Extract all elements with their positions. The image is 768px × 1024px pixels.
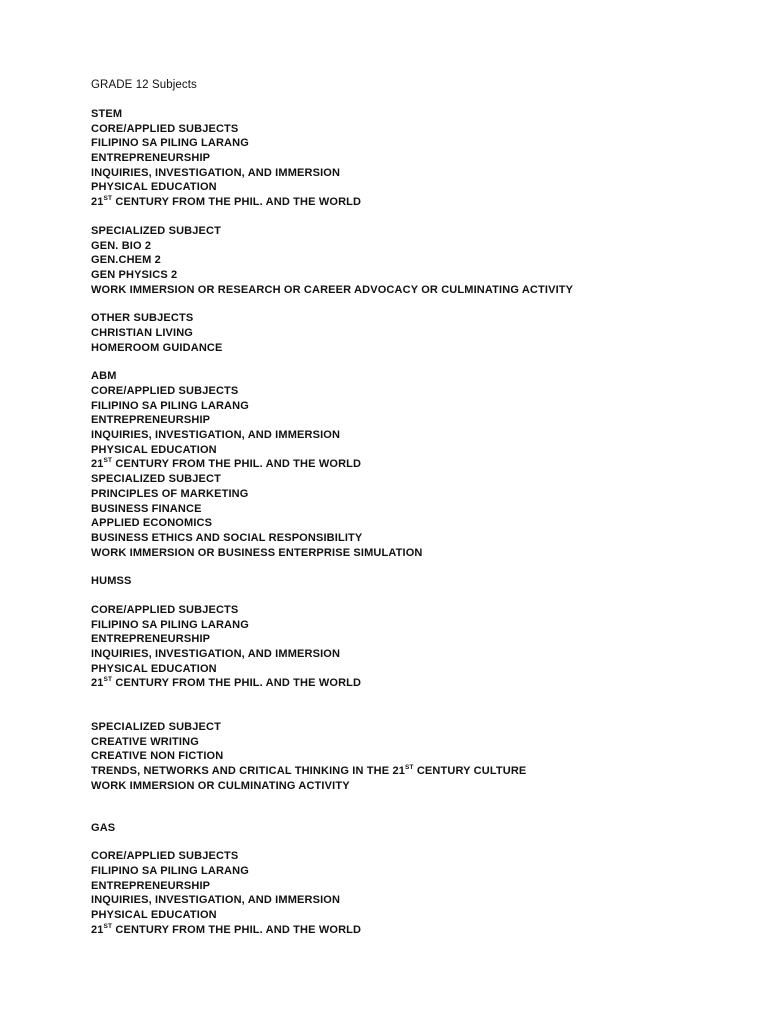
core-heading: CORE/APPLIED SUBJECTS	[91, 122, 239, 135]
subject-item: BUSINESS ETHICS AND SOCIAL RESPONSIBILITY	[91, 531, 363, 544]
track-heading: GAS	[91, 821, 116, 834]
subject-item: APPLIED ECONOMICS	[91, 517, 213, 530]
spacer	[91, 210, 731, 224]
spacer	[91, 589, 731, 603]
specialized-heading: SPECIALIZED SUBJECT	[91, 473, 221, 486]
spacer	[91, 794, 731, 821]
subject-item-21st-century: 21ST CENTURY FROM THE PHIL. AND THE WORLD	[91, 922, 362, 936]
subject-item: INQUIRIES, INVESTIGATION, AND IMMERSION	[91, 429, 341, 442]
document-title: GRADE 12 Subjects	[91, 79, 197, 91]
section-gas	[91, 821, 731, 938]
section-abm	[91, 369, 731, 560]
subject-item: ENTREPRENEURSHIP	[91, 633, 211, 646]
subject-item: ENTREPRENEURSHIP	[91, 879, 211, 892]
subject-item: PHYSICAL EDUCATION	[91, 662, 217, 675]
specialized-heading: SPECIALIZED SUBJECT	[91, 721, 221, 734]
specialized-heading: SPECIALIZED SUBJECT	[91, 224, 221, 237]
section-stem	[91, 107, 731, 355]
subject-item: CHRISTIAN LIVING	[91, 326, 194, 339]
spacer	[91, 297, 731, 311]
other-heading: OTHER SUBJECTS	[91, 312, 194, 325]
subject-item: PRINCIPLES OF MARKETING	[91, 487, 249, 500]
core-heading: CORE/APPLIED SUBJECTS	[91, 603, 239, 616]
spacer	[91, 835, 731, 849]
subject-item-trends: TRENDS, NETWORKS AND CRITICAL THINKING IN THE 21ST CENTURY CULTURE	[91, 764, 527, 778]
subject-item: ENTREPRENEURSHIP	[91, 152, 211, 165]
subject-item: PHYSICAL EDUCATION	[91, 443, 217, 456]
subject-item: WORK IMMERSION OR RESEARCH OR CAREER ADVOCACY OR CULMINATING ACTIVITY	[91, 283, 574, 296]
subject-item: PHYSICAL EDUCATION	[91, 908, 217, 921]
subject-item: ENTREPRENEURSHIP	[91, 414, 211, 427]
subject-item: HOMEROOM GUIDANCE	[91, 341, 223, 354]
core-heading: CORE/APPLIED SUBJECTS	[91, 385, 239, 397]
subject-item: GEN.CHEM 2	[91, 254, 161, 267]
subject-item-21st-century: 21ST CENTURY FROM THE PHIL. AND THE WORLD	[91, 195, 362, 209]
subject-item: CREATIVE WRITING	[91, 735, 199, 748]
subject-item-21st-century: 21ST CENTURY FROM THE PHIL. AND THE WORLD	[91, 457, 362, 471]
track-heading: STEM	[91, 108, 123, 120]
track-heading: HUMSS	[91, 575, 132, 588]
subject-item: FILIPINO SA PILING LARANG	[91, 137, 249, 150]
subject-item: GEN PHYSICS 2	[91, 268, 178, 281]
subject-item: BUSINESS FINANCE	[91, 502, 202, 515]
subject-item: CREATIVE NON FICTION	[91, 750, 224, 763]
document-page	[91, 78, 731, 937]
subject-item: PHYSICAL EDUCATION	[91, 181, 217, 194]
spacer	[91, 355, 731, 369]
core-heading: CORE/APPLIED SUBJECTS	[91, 850, 239, 863]
spacer	[91, 93, 731, 107]
section-humss	[91, 574, 731, 793]
subject-item: FILIPINO SA PILING LARANG	[91, 864, 249, 877]
spacer	[91, 560, 731, 574]
subject-item: INQUIRIES, INVESTIGATION, AND IMMERSION	[91, 166, 341, 179]
subject-item: FILIPINO SA PILING LARANG	[91, 399, 249, 412]
track-heading: ABM	[91, 370, 117, 383]
subject-item: INQUIRIES, INVESTIGATION, AND IMMERSION	[91, 894, 341, 907]
subject-item: INQUIRIES, INVESTIGATION, AND IMMERSION	[91, 648, 341, 660]
subject-item-21st-century: 21ST CENTURY FROM THE PHIL. AND THE WORLD	[91, 676, 362, 690]
subject-item: GEN. BIO 2	[91, 239, 152, 252]
spacer	[91, 691, 731, 720]
subject-item: WORK IMMERSION OR CULMINATING ACTIVITY	[91, 779, 350, 792]
subject-item: FILIPINO SA PILING LARANG	[91, 618, 249, 631]
subject-item: WORK IMMERSION OR BUSINESS ENTERPRISE SIMULATION	[91, 546, 423, 559]
